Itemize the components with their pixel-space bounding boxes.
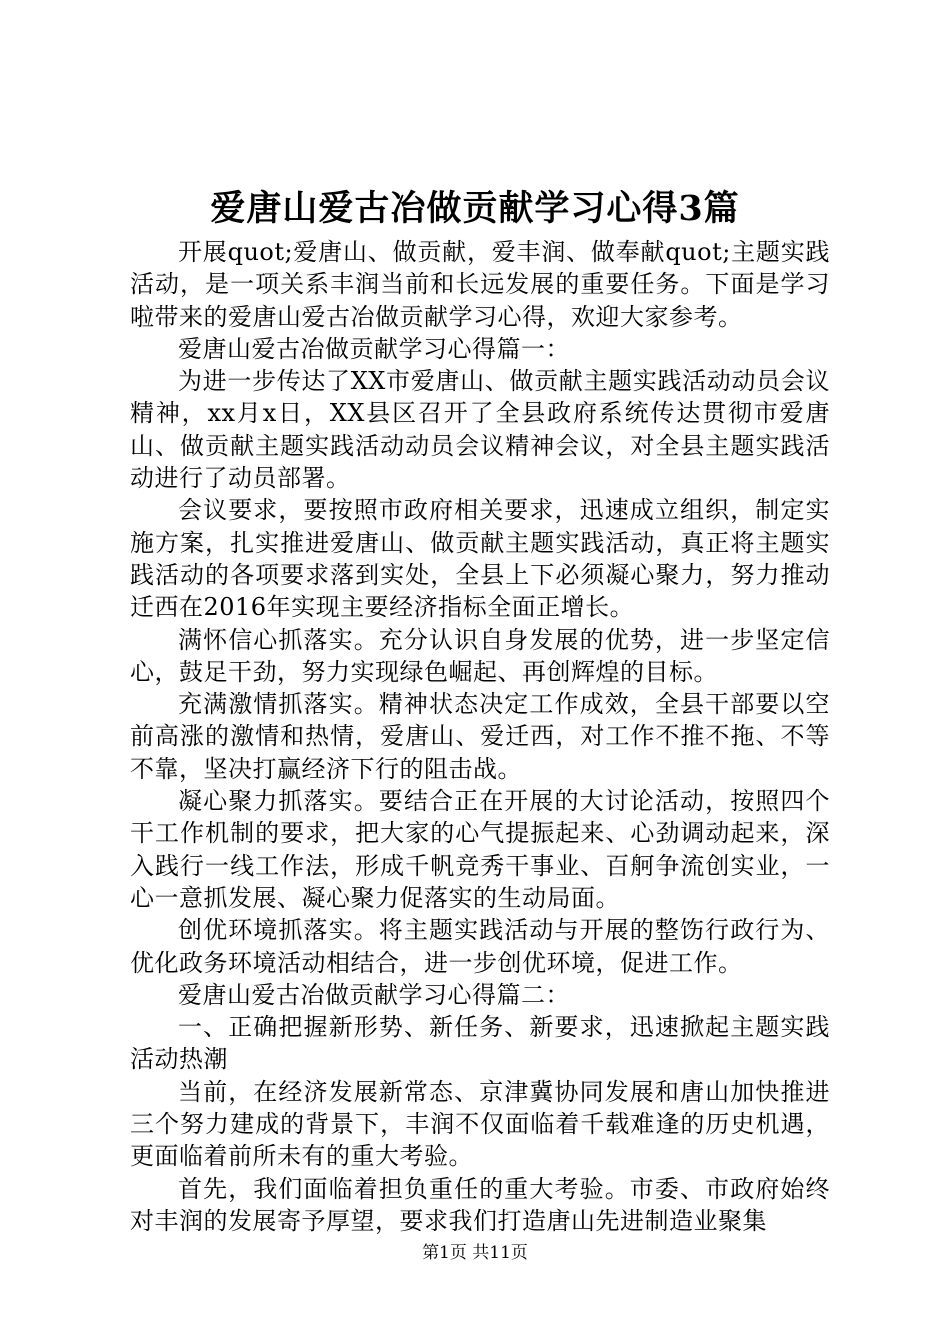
paragraph: 会议要求，要按照市政府相关要求，迅速成立组织，制定实施方案，扎实推进爱唐山、做贡献主题实践活动，真正将主题实践活动的各项要求落到实处，全县上下必须凝心聚力，努力推动迁西在2016年实现主要经济指标全面正增长。 [130, 496, 830, 622]
paragraph: 为进一步传达了XX市爱唐山、做贡献主题实践活动动员会议精神，xx月x日，XX县区召开了全县政府系统传达贯彻市爱唐山、做贡献主题实践活动动员会议精神会议，对全县主题实践活动进行了动员部署。 [130, 367, 830, 493]
paragraph: 凝心聚力抓落实。要结合正在开展的大讨论活动，按照四个干工作机制的要求，把大家的心气提振起来、心劲调动起来，深入践行一线工作法，形成千帆竞秀干事业、百舸争流创实业，一心一意抓发展、凝心聚力促落实的生动局面。 [130, 787, 830, 912]
section-heading: 爱唐山爱古冶做贡献学习心得篇二： [178, 980, 570, 1009]
paragraph: 满怀信心抓落实。充分认识自身发展的优势，进一步坚定信心，鼓足干劲，努力实现绿色崛起、再创辉煌的目标。 [130, 625, 830, 686]
document-body [130, 236, 830, 1237]
paragraph: 充满激情抓落实。精神状态决定工作成效，全县干部要以空前高涨的激情和热情，爱唐山、爱迁西，对工作不推不拖、不等不靠，坚决打赢经济下行的阻击战。 [130, 690, 830, 783]
document-title: 爱唐山爱古冶做贡献学习心得3篇 [210, 188, 740, 229]
section-heading: 爱唐山爱古冶做贡献学习心得篇一： [178, 334, 570, 363]
paragraph: 创优环境抓落实。将主题实践活动与开展的整饬行政行为、优化政务环境活动相结合，进一步创优环境，促进工作。 [130, 916, 830, 977]
paragraph: 首先，我们面临着担负重任的重大考验。市委、市政府始终对丰润的发展寄予厚望，要求我们打造唐山先进制造业聚集 [130, 1174, 830, 1235]
paragraph: 开展quot;爱唐山、做贡献，爱丰润、做奉献quot;主题实践活动，是一项关系丰润当前和长远发展的重要任务。下面是学习啦带来的爱唐山爱古冶做贡献学习心得，欢迎大家参考。 [130, 238, 830, 331]
page-number-footer: 第1页 共11页 [422, 1243, 528, 1263]
paragraph: 当前，在经济发展新常态、京津冀协同发展和唐山加快推进三个努力建成的背景下，丰润不仅面临着千载难逢的历史机遇，更面临着前所未有的重大考验。 [130, 1077, 830, 1171]
paragraph: 一、正确把握新形势、新任务、新要求，迅速掀起主题实践活动热潮 [130, 1013, 830, 1074]
